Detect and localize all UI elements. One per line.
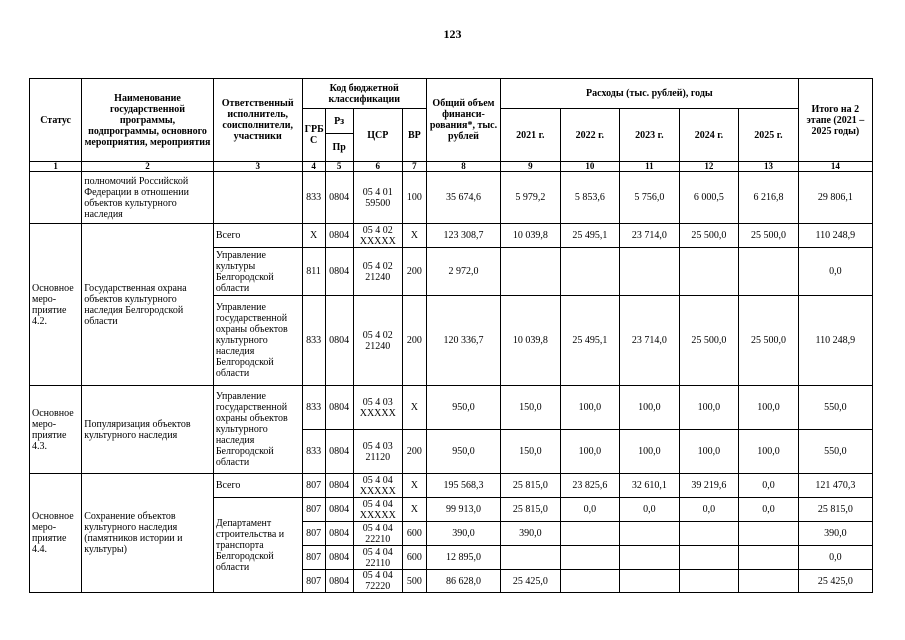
name-cell: Популяризация объектов культурного наследия <box>82 386 214 474</box>
year-2024-cell <box>679 522 739 546</box>
col-number: 3 <box>213 162 302 172</box>
rzpr-cell: 0804 <box>325 546 353 570</box>
rzpr-cell: 0804 <box>325 386 353 430</box>
sum-cell: 25 425,0 <box>798 570 872 593</box>
vr-cell: 100 <box>402 172 426 224</box>
grbs-cell: 833 <box>302 296 325 386</box>
rzpr-cell: 0804 <box>325 296 353 386</box>
year-2022-cell <box>560 570 620 593</box>
col-number: 14 <box>798 162 872 172</box>
total-cell: 35 674,6 <box>426 172 500 224</box>
year-2022-cell <box>560 248 620 296</box>
rzpr-cell: 0804 <box>325 498 353 522</box>
year-2023-cell: 23 714,0 <box>620 296 680 386</box>
header-2022: 2022 г. <box>560 109 620 162</box>
rzpr-cell: 0804 <box>325 430 353 474</box>
responsible-cell: Управление культуры Белгородской области <box>213 248 302 296</box>
column-numbers-row <box>30 162 873 172</box>
header-responsible: Ответственный исполнитель, соисполнители, участники <box>213 79 302 162</box>
year-2024-cell: 39 219,6 <box>679 474 739 498</box>
sum-cell: 110 248,9 <box>798 296 872 386</box>
col-number: 10 <box>560 162 620 172</box>
total-cell: 195 568,3 <box>426 474 500 498</box>
csr-cell: 05 4 04 72220 <box>353 570 402 593</box>
total-cell: 99 913,0 <box>426 498 500 522</box>
col-number: 7 <box>402 162 426 172</box>
vr-cell: Х <box>402 474 426 498</box>
year-2025-cell: 25 500,0 <box>739 224 799 248</box>
year-2022-cell: 25 495,1 <box>560 296 620 386</box>
col-number: 9 <box>501 162 561 172</box>
grbs-cell: 807 <box>302 522 325 546</box>
grbs-cell: 807 <box>302 474 325 498</box>
year-2021-cell: 10 039,8 <box>501 224 561 248</box>
csr-cell: 05 4 04 22210 <box>353 522 402 546</box>
year-2025-cell <box>739 522 799 546</box>
responsible-cell <box>213 172 302 224</box>
header-total-stage: Итого на 2 этапе (2021 – 2025 годы) <box>798 79 872 162</box>
name-cell: полномочий Российской Федерации в отношении объектов культурного наследия <box>82 172 214 224</box>
total-cell: 120 336,7 <box>426 296 500 386</box>
table-row <box>30 172 873 224</box>
csr-cell: 05 4 04 ХХХХХ <box>353 474 402 498</box>
total-cell: 2 972,0 <box>426 248 500 296</box>
year-2021-cell <box>501 248 561 296</box>
header-2021: 2021 г. <box>501 109 561 162</box>
year-2025-cell <box>739 248 799 296</box>
total-cell: 12 895,0 <box>426 546 500 570</box>
grbs-cell: 807 <box>302 570 325 593</box>
header-expenses: Расходы (тыс. рублей), годы <box>501 79 799 109</box>
sum-cell: 29 806,1 <box>798 172 872 224</box>
col-number: 13 <box>739 162 799 172</box>
csr-cell: 05 4 02 21240 <box>353 296 402 386</box>
year-2021-cell: 150,0 <box>501 386 561 430</box>
grbs-cell: 807 <box>302 546 325 570</box>
year-2023-cell <box>620 522 680 546</box>
col-number: 1 <box>30 162 82 172</box>
total-cell: 950,0 <box>426 430 500 474</box>
year-2023-cell: 32 610,1 <box>620 474 680 498</box>
grbs-cell: 807 <box>302 498 325 522</box>
page-number: 123 <box>443 27 462 41</box>
status-cell: Основное меро-приятие 4.4. <box>30 474 82 593</box>
year-2022-cell: 5 853,6 <box>560 172 620 224</box>
header-pr: Пр <box>325 134 353 162</box>
year-2021-cell: 390,0 <box>501 522 561 546</box>
rzpr-cell: 0804 <box>325 224 353 248</box>
sum-cell: 121 470,3 <box>798 474 872 498</box>
grbs-cell: 833 <box>302 386 325 430</box>
col-number: 8 <box>426 162 500 172</box>
year-2024-cell: 100,0 <box>679 430 739 474</box>
year-2022-cell: 25 495,1 <box>560 224 620 248</box>
vr-cell: Х <box>402 386 426 430</box>
responsible-cell: Управление государственной охраны объектов культурного наследия Белгородской области <box>213 296 302 386</box>
col-number: 2 <box>82 162 214 172</box>
sum-cell: 110 248,9 <box>798 224 872 248</box>
sum-cell: 25 815,0 <box>798 498 872 522</box>
grbs-cell: 833 <box>302 172 325 224</box>
total-cell: 86 628,0 <box>426 570 500 593</box>
year-2023-cell <box>620 570 680 593</box>
year-2023-cell: 23 714,0 <box>620 224 680 248</box>
csr-cell: 05 4 03 ХХХХХ <box>353 386 402 430</box>
header-2024: 2024 г. <box>679 109 739 162</box>
total-cell: 123 308,7 <box>426 224 500 248</box>
vr-cell: 600 <box>402 546 426 570</box>
sum-cell: 390,0 <box>798 522 872 546</box>
vr-cell: Х <box>402 224 426 248</box>
year-2022-cell: 100,0 <box>560 430 620 474</box>
header-2023: 2023 г. <box>620 109 680 162</box>
total-cell: 950,0 <box>426 386 500 430</box>
col-number: 5 <box>325 162 353 172</box>
table-row <box>30 224 873 248</box>
year-2025-cell <box>739 570 799 593</box>
header-csr: ЦСР <box>353 109 402 162</box>
vr-cell: 200 <box>402 296 426 386</box>
year-2024-cell <box>679 570 739 593</box>
year-2024-cell <box>679 248 739 296</box>
vr-cell: Х <box>402 498 426 522</box>
year-2022-cell: 0,0 <box>560 498 620 522</box>
vr-cell: 600 <box>402 522 426 546</box>
year-2021-cell: 25 815,0 <box>501 498 561 522</box>
year-2022-cell: 100,0 <box>560 386 620 430</box>
grbs-cell: Х <box>302 224 325 248</box>
year-2024-cell: 25 500,0 <box>679 296 739 386</box>
header-grbs: ГРБ С <box>302 109 325 162</box>
year-2023-cell: 100,0 <box>620 430 680 474</box>
year-2024-cell <box>679 546 739 570</box>
responsible-cell: Всего <box>213 474 302 498</box>
year-2022-cell <box>560 522 620 546</box>
vr-cell: 200 <box>402 430 426 474</box>
year-2023-cell: 0,0 <box>620 498 680 522</box>
year-2021-cell: 5 979,2 <box>501 172 561 224</box>
csr-cell: 05 4 02 ХХХХХ <box>353 224 402 248</box>
name-cell: Сохранение объектов культурного наследия (памятников истории и культуры) <box>82 474 214 593</box>
status-cell <box>30 172 82 224</box>
year-2025-cell: 25 500,0 <box>739 296 799 386</box>
header-budget-code: Код бюджетной классификации <box>302 79 426 109</box>
year-2023-cell: 100,0 <box>620 386 680 430</box>
header-2025: 2025 г. <box>739 109 799 162</box>
name-cell: Государственная охрана объектов культурного наследия Белгородской области <box>82 224 214 386</box>
rzpr-cell: 0804 <box>325 522 353 546</box>
csr-cell: 05 4 01 59500 <box>353 172 402 224</box>
year-2021-cell: 25 815,0 <box>501 474 561 498</box>
table-header <box>30 79 873 172</box>
header-status: Статус <box>30 79 82 162</box>
year-2025-cell: 100,0 <box>739 386 799 430</box>
header-rz: Рз <box>325 109 353 134</box>
year-2021-cell <box>501 546 561 570</box>
year-2024-cell: 6 000,5 <box>679 172 739 224</box>
year-2025-cell: 0,0 <box>739 474 799 498</box>
year-2024-cell: 100,0 <box>679 386 739 430</box>
year-2025-cell: 100,0 <box>739 430 799 474</box>
sum-cell: 0,0 <box>798 248 872 296</box>
grbs-cell: 833 <box>302 430 325 474</box>
vr-cell: 200 <box>402 248 426 296</box>
year-2025-cell: 6 216,8 <box>739 172 799 224</box>
table-row <box>30 474 873 498</box>
csr-cell: 05 4 04 22110 <box>353 546 402 570</box>
header-name: Наименование государственной программы, подпрограммы, основного мероприятия, мероприятия <box>82 79 214 162</box>
responsible-cell: Всего <box>213 224 302 248</box>
status-cell: Основное меро-приятие 4.2. <box>30 224 82 386</box>
col-number: 6 <box>353 162 402 172</box>
header-total-funding: Общий объем финанси-рования*, тыс. рублей <box>426 79 500 162</box>
rzpr-cell: 0804 <box>325 474 353 498</box>
rzpr-cell: 0804 <box>325 570 353 593</box>
csr-cell: 05 4 02 21240 <box>353 248 402 296</box>
budget-table <box>29 78 873 593</box>
responsible-cell: Управление государственной охраны объектов культурного наследия Белгородской области <box>213 386 302 474</box>
rzpr-cell: 0804 <box>325 248 353 296</box>
year-2024-cell: 0,0 <box>679 498 739 522</box>
col-number: 11 <box>620 162 680 172</box>
sum-cell: 550,0 <box>798 430 872 474</box>
col-number: 12 <box>679 162 739 172</box>
sum-cell: 0,0 <box>798 546 872 570</box>
status-cell: Основное меро-приятие 4.3. <box>30 386 82 474</box>
csr-cell: 05 4 03 21120 <box>353 430 402 474</box>
year-2023-cell <box>620 248 680 296</box>
year-2022-cell: 23 825,6 <box>560 474 620 498</box>
vr-cell: 500 <box>402 570 426 593</box>
table-row <box>30 386 873 430</box>
sum-cell: 550,0 <box>798 386 872 430</box>
year-2025-cell: 0,0 <box>739 498 799 522</box>
col-number: 4 <box>302 162 325 172</box>
year-2022-cell <box>560 546 620 570</box>
year-2023-cell: 5 756,0 <box>620 172 680 224</box>
csr-cell: 05 4 04 ХХХХХ <box>353 498 402 522</box>
year-2023-cell <box>620 546 680 570</box>
total-cell: 390,0 <box>426 522 500 546</box>
rzpr-cell: 0804 <box>325 172 353 224</box>
year-2021-cell: 25 425,0 <box>501 570 561 593</box>
grbs-cell: 811 <box>302 248 325 296</box>
year-2021-cell: 10 039,8 <box>501 296 561 386</box>
responsible-cell: Департамент строительства и транспорта Белгородской области <box>213 498 302 593</box>
year-2025-cell <box>739 546 799 570</box>
year-2024-cell: 25 500,0 <box>679 224 739 248</box>
year-2021-cell: 150,0 <box>501 430 561 474</box>
header-vr: ВР <box>402 109 426 162</box>
